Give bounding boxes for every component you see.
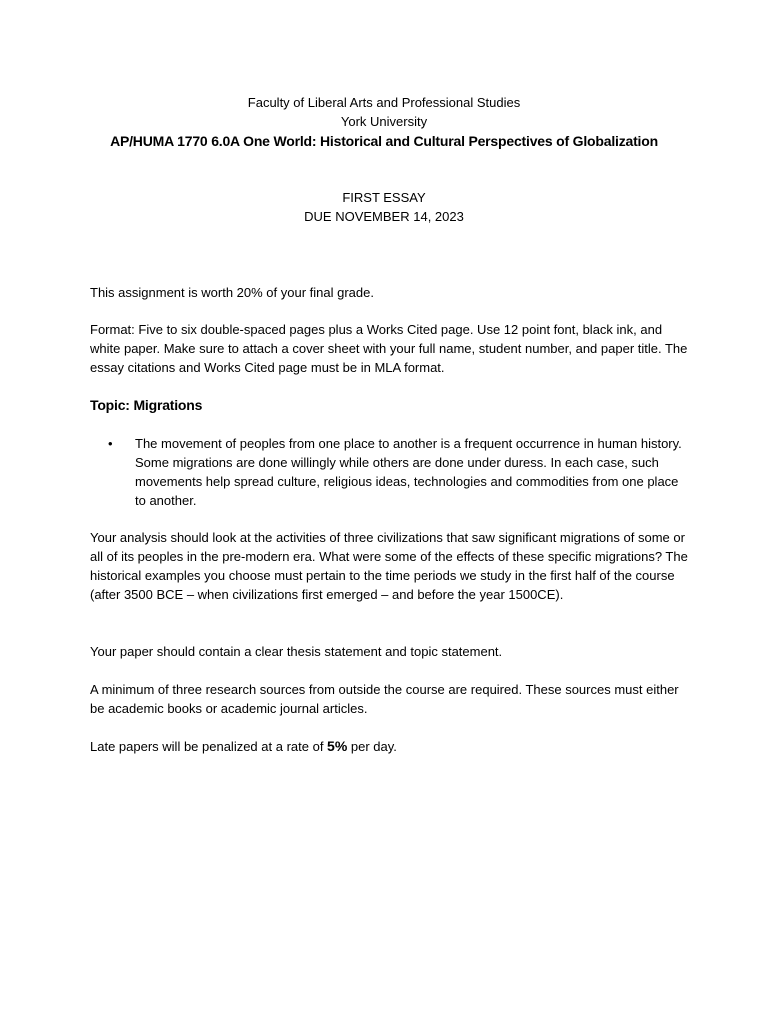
- course-title: AP/HUMA 1770 6.0A One World: Historical and Cultural Perspectives of Globalization: [110, 133, 658, 149]
- university-name: York University: [340, 114, 428, 129]
- faculty-name: Faculty of Liberal Arts and Professional Studies: [247, 95, 521, 110]
- topic-heading: Topic: Migrations: [90, 397, 203, 413]
- sources-paragraph: A minimum of three research sources from outside the course are required. These sources must either be academic books or academic journal articles.: [90, 682, 679, 716]
- essay-info: [0, 188, 768, 226]
- grade-weight-paragraph: This assignment is worth 20% of your final grade.: [90, 285, 374, 300]
- bullet-icon: •: [108, 436, 113, 451]
- analysis-paragraph: Your analysis should look at the activities of three civilizations that saw significant migrations of some or all of its peoples in the pre-modern era. What were some of the effects of these specific migrations? The historical examples you choose must pertain to the time periods we study in the first half of the course (after 3500 BCE – when civilizations first emerged – and before the year 1500CE).: [90, 530, 688, 602]
- late-penalty-suffix: per day.: [347, 739, 397, 754]
- essay-title: FIRST ESSAY: [342, 190, 426, 205]
- bullet-text: The movement of peoples from one place to another is a frequent occurrence in human history. Some migrations are done willingly while others are done under duress. In each case, such movements help spread culture, religious ideas, technologies and commodities from one place to another.: [135, 436, 682, 508]
- document-header: [0, 93, 768, 151]
- late-penalty-prefix: Late papers will be penalized at a rate of: [90, 739, 328, 754]
- late-penalty-paragraph: [90, 737, 690, 756]
- essay-due-date: DUE NOVEMBER 14, 2023: [304, 209, 464, 224]
- format-paragraph: Format: Five to six double-spaced pages plus a Works Cited page. Use 12 point font, black ink, and white paper. Make sure to attach a cover sheet with your full name, student number, and paper title. The essay citations and Works Cited page must be in MLA format.: [90, 322, 688, 375]
- late-penalty-rate: 5%: [327, 738, 348, 754]
- thesis-paragraph: Your paper should contain a clear thesis statement and topic statement.: [90, 644, 503, 659]
